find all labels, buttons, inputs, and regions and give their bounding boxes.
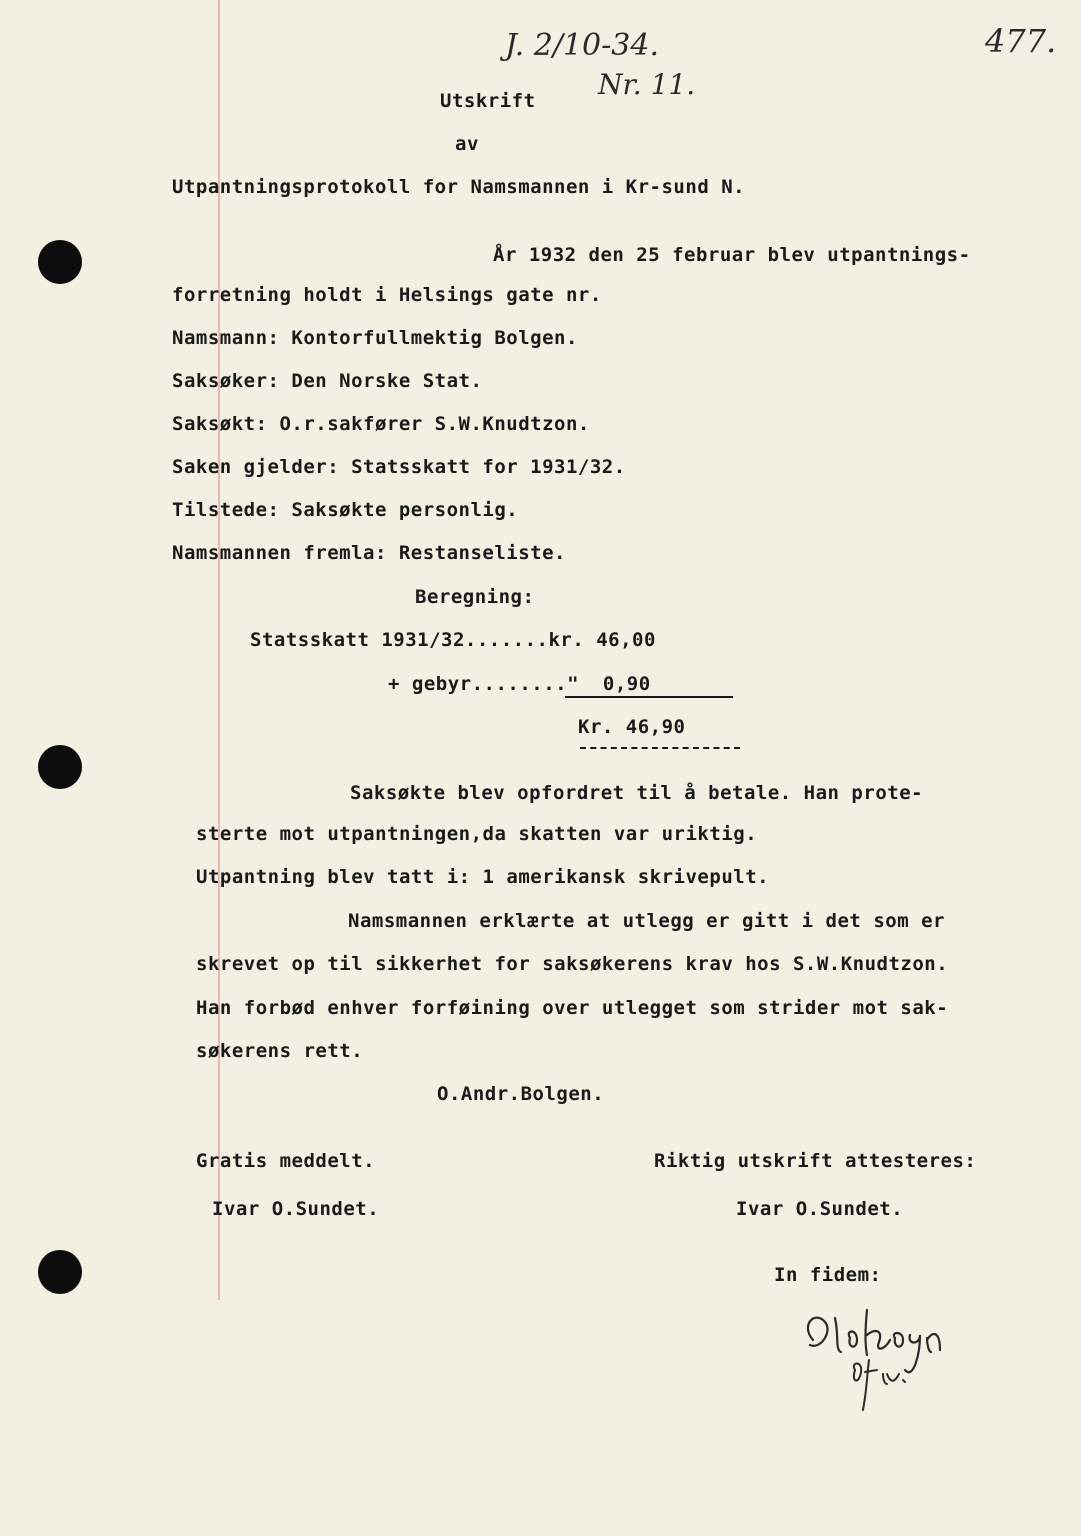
handwritten-date: J. 2/10-34.: [505, 28, 659, 63]
signatory-name: O.Andr.Bolgen.: [437, 1083, 605, 1105]
signatory-name: Ivar O.Sundet.: [736, 1198, 904, 1220]
text-line: forretning holdt i Helsings gate nr.: [172, 284, 602, 306]
text-line: Han forbød enhver forføining over utlegget som strider mot sak-: [196, 997, 949, 1019]
punch-hole: [38, 240, 82, 284]
calculation-heading: Beregning:: [415, 586, 535, 608]
text-line: Namsmannen erklærte at utlegg er gitt i det som er: [348, 910, 945, 932]
field-namsmann: Namsmann: Kontorfullmektig Bolgen.: [172, 327, 578, 349]
field-saksoker: Saksøker: Den Norske Stat.: [172, 370, 483, 392]
text-line: År 1932 den 25 februar blev utpantnings-: [493, 244, 971, 266]
calculation-total: Kr. 46,90: [578, 716, 686, 738]
text-line: sterte mot utpantningen,da skatten var uriktig.: [196, 823, 758, 845]
document-title: Utpantningsprotokoll for Namsmannen i Kr-sund N.: [172, 176, 746, 198]
sum-rule: [565, 696, 733, 698]
calculation-line: Statsskatt 1931/32.......kr. 46,00: [250, 629, 656, 651]
field-saken-gjelder: Saken gjelder: Statsskatt for 1931/32.: [172, 456, 626, 478]
punch-hole: [38, 1250, 82, 1294]
text-line: Saksøkte blev opfordret til å betale. Han prote-: [350, 782, 924, 804]
text-line: søkerens rett.: [196, 1040, 364, 1062]
signature-mark: [795, 1300, 985, 1420]
field-saksokt: Saksøkt: O.r.sakfører S.W.Knudtzon.: [172, 413, 590, 435]
gratis-meddelt: Gratis meddelt.: [196, 1150, 376, 1172]
heading-av: av: [455, 133, 479, 155]
page-number: 477.: [985, 22, 1057, 60]
attestation-label: Riktig utskrift attesteres:: [654, 1150, 977, 1172]
punch-hole: [38, 745, 82, 789]
in-fidem-label: In fidem:: [774, 1264, 882, 1286]
handwritten-number: Nr. 11.: [598, 68, 696, 101]
text-line: Utpantning blev tatt i: 1 amerikansk skrivepult.: [196, 866, 770, 888]
signatory-name: Ivar O.Sundet.: [212, 1198, 380, 1220]
text-line: skrevet op til sikkerhet for saksøkerens krav hos S.W.Knudtzon.: [196, 953, 949, 975]
calculation-line: + gebyr........" 0,90: [388, 673, 651, 695]
field-fremla: Namsmannen fremla: Restanseliste.: [172, 542, 566, 564]
field-tilstede: Tilstede: Saksøkte personlig.: [172, 499, 519, 521]
heading-utskrift: Utskrift: [440, 90, 536, 112]
total-underline: [580, 747, 740, 749]
